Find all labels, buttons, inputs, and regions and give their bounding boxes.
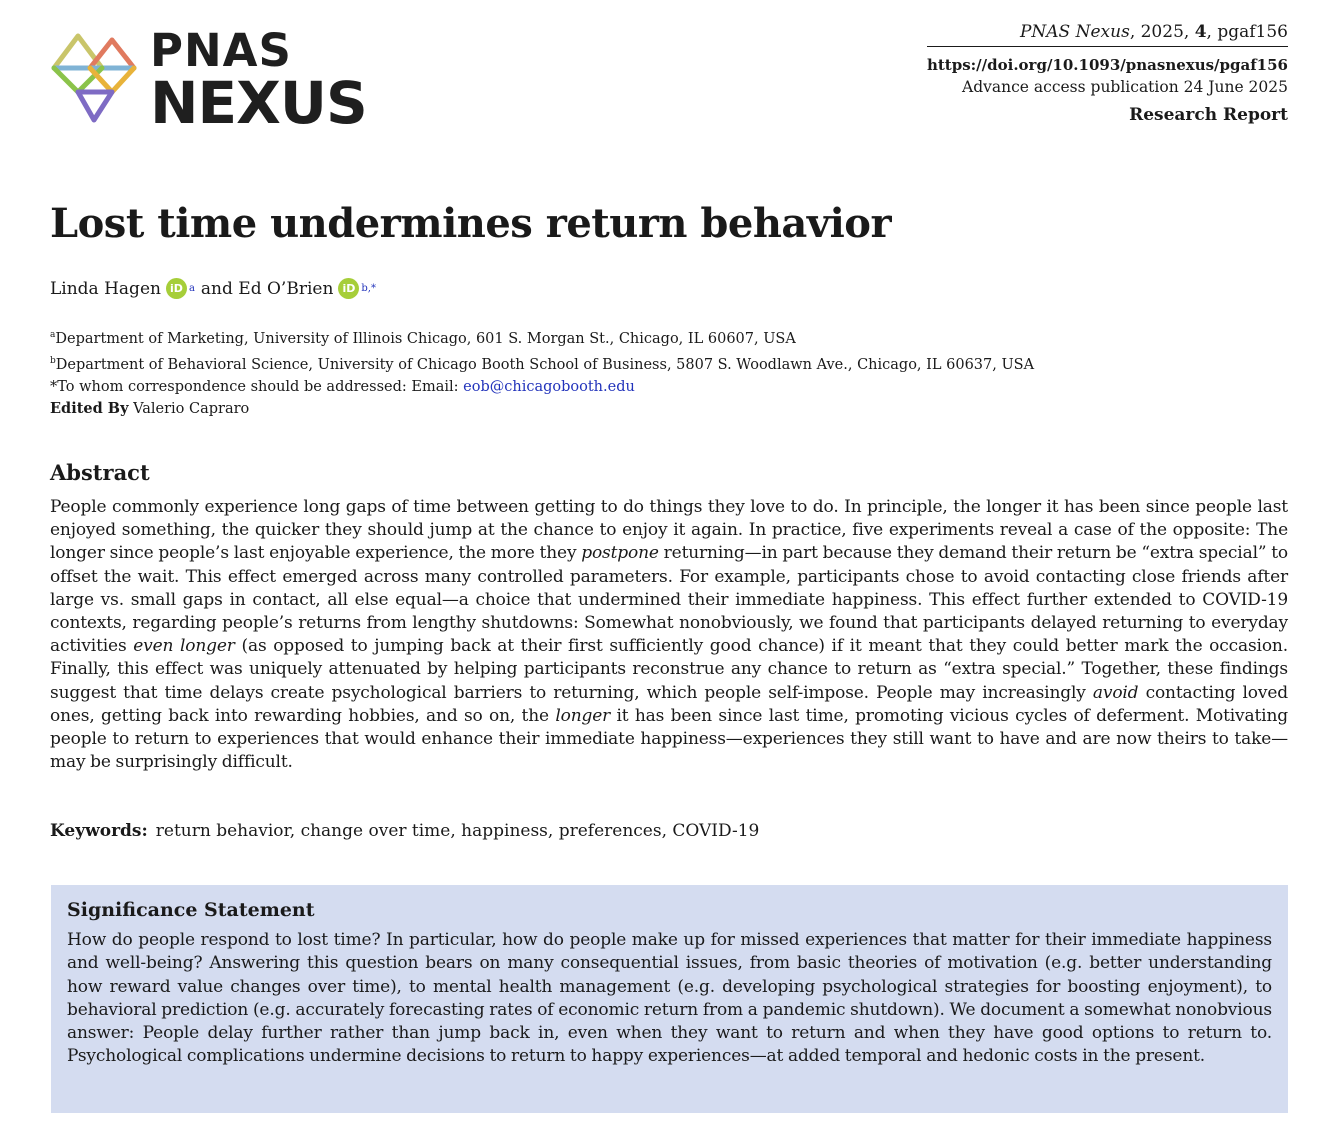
logo-text-pnas: PNAS	[150, 24, 292, 77]
citation: PNAS Nexus, 2025, 4, pgaf156	[927, 20, 1288, 47]
affiliation-a: $^a$Department of Marketing, University of Illinois Chicago, 601 S. Morgan St., Chicago, IL 60607, USA	[50, 330, 796, 347]
orcid-icon[interactable]: iD	[166, 278, 187, 299]
significance-heading: Significance Statement	[67, 899, 315, 921]
significance-box	[51, 885, 1288, 1113]
author-affil-sup[interactable]: a	[188, 283, 195, 294]
correspondence: *To whom correspondence should be addressed: Email: eob@chicagobooth.edu	[50, 378, 635, 395]
abstract-text: People commonly experience long gaps of time between getting to do things they love to do. In principle, the longer it has been since people last enjoyed something, the quicker they should jump at the chance to enjoy it again. In practice, five experiments reveal a case of the opposite: The longer since people’s last enjoyable experience, the more they postpone returning—in part because they demand their return be “extra special” to offset the wait. This effect emerged across many controlled parameters. For example, participants chose to avoid contacting close friends after large vs. small gaps in contact, all else equal—a choice that undermined their immediate happiness. This effect further extended to COVID-19 contexts, regarding people’s returns from lengthy shutdowns: Somewhat nonobviously, we found that participants delayed returning to everyday activities even longer (as opposed to jumping back at their first sufficiently good chance) if it meant that they could better mark the occasion. Finally, this effect was uniquely attenuated by helping participants reconstrue any chance to return as “extra special.” Together, these findings suggest that time delays create psychological barriers to returning, which people self-impose. People may increasingly avoid contacting loved ones, getting back into rewarding hobbies, and so on, the longer it has been since last time, promoting vicious cycles of deferment. Motivating people to return to experiences that would enhance their immediate happiness—experiences they still want to have and are now theirs to take—may be surprisingly difficult.	[50, 497, 1288, 773]
author-list	[50, 278, 382, 299]
author-name[interactable]: Ed O’Brien	[238, 278, 334, 299]
author-join: and	[200, 278, 233, 299]
doi-link[interactable]: https://doi.org/10.1093/pnasnexus/pgaf156	[926, 56, 1288, 74]
abstract-heading: Abstract	[50, 460, 150, 485]
edited-by: Edited By Valerio Capraro	[50, 399, 250, 417]
keywords-label: Keywords:	[50, 821, 148, 841]
article-type: Research Report	[1129, 105, 1288, 125]
article-meta	[927, 20, 1288, 127]
logo-text-nexus: NEXUS	[150, 69, 367, 137]
paper-title: Lost time undermines return behavior	[50, 200, 892, 247]
significance-text: How do people respond to lost time? In particular, how do people make up for missed experiences that matter for their immediate happiness and well-being? Answering this question bears on many consequential issues, from basic theories of motivation (e.g. better understanding how reward value changes over time), to mental health management (e.g. developing psychological strategies for boosting enjoyment), to behavioral prediction (e.g. accurately forecasting rates of economic return from a pandemic shutdown). We document a somewhat nonobvious answer: People delay further rather than jump back in, even when they want to return and when they have good options to return to. Psychological complications undermine decisions to return to happy experiences—at added temporal and hedonic costs in the present.	[67, 930, 1272, 1067]
pnas-nexus-logo-icon	[50, 30, 140, 126]
keywords	[50, 821, 759, 841]
keywords-text: return behavior, change over time, happiness, preferences, COVID-19	[155, 821, 760, 841]
author-affil-sup[interactable]: b,*	[361, 283, 376, 294]
author-name[interactable]: Linda Hagen	[50, 278, 161, 299]
email-link[interactable]: eob@chicagobooth.edu	[463, 378, 635, 395]
journal-logo	[50, 24, 367, 137]
publication-date: Advance access publication 24 June 2025	[962, 78, 1288, 96]
affiliation-b: $^b$Department of Behavioral Science, University of Chicago Booth School of Business, 5807 S. Woodlawn Ave., Chicago, IL 60637, USA	[50, 355, 1035, 373]
affiliations	[50, 324, 1034, 420]
orcid-icon[interactable]: iD	[338, 278, 359, 299]
